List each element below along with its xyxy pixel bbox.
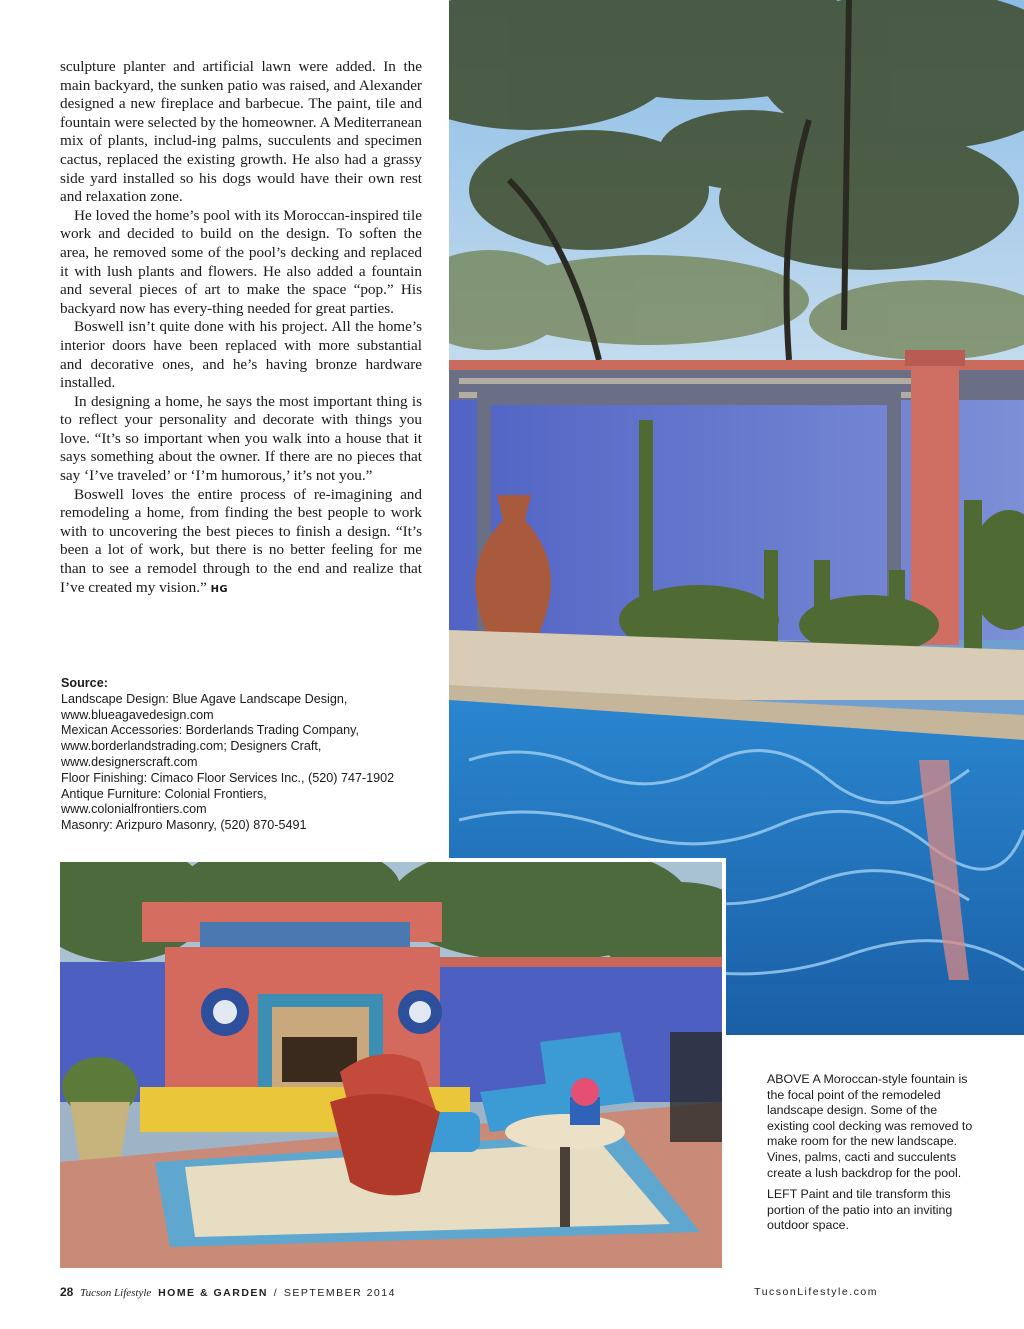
article-paragraph-3: Boswell isn’t quite done with his project. All the home’s interior doors have been replaced with more substantial and decorative ones, and he’s having bronze hardware installed. [60, 318, 422, 392]
source-credits [61, 676, 431, 834]
magazine-name: Tucson Lifestyle [80, 1287, 152, 1299]
folio-separator: / [273, 1287, 279, 1299]
footer-folio [60, 1285, 396, 1299]
source-line: Landscape Design: Blue Agave Landscape Design, [61, 691, 348, 706]
article-body [60, 58, 422, 599]
source-line: Masonry: Arizpuro Masonry, (520) 870-5491 [61, 818, 307, 833]
end-mark: HG [210, 583, 229, 595]
article-paragraph-1: sculpture planter and artificial lawn were added. In the main backyard, the sunken patio was raised, and Alexander designed a new fireplace and barbecue. The paint, tile and fountain were selected by the homeowner. A Mediterranean mix of plants, includ-ing palms, succulents and specimen cactus, replaced the existing growth. He also had a grassy side yard installed so his dogs would have their own rest and relaxation zone. [60, 58, 422, 206]
caption-left: LEFT Paint and tile transform this portion of the patio into an inviting outdoor space. [767, 1187, 953, 1233]
caption-above: ABOVE A Moroccan-style fountain is the focal point of the remodeled landscape design. Some of the existing cool decking was removed to make room for the new landscape. Vines, palms, cacti and succulents create a lush backdrop for the pool. [767, 1072, 973, 1180]
source-line: www.colonialfrontiers.com [61, 802, 207, 817]
source-line: Antique Furniture: Colonial Frontiers, [61, 786, 267, 801]
source-line: www.blueagavedesign.com [61, 707, 214, 722]
article-paragraph-5-text: Boswell loves the entire process of re-imagining and remodeling a home, from finding the best people to work with to uncovering the best pieces to finish a design. “It’s been a lot of work, but there is no better feeling for me than to see a remodel through to the end and realize that I’ve created my vision.” [60, 485, 422, 596]
article-paragraph-5 [60, 486, 422, 600]
patio-photo [60, 862, 722, 1268]
source-line: www.borderlandstrading.com; Designers Craft, [61, 739, 322, 754]
patio-photo-illustration [60, 862, 722, 1268]
source-line: Mexican Accessories: Borderlands Trading Company, [61, 723, 359, 738]
article-paragraph-2: He loved the home’s pool with its Moroccan-inspired tile work and decided to build on the design. To soften the area, he removed some of the pool’s decking and replaced it with lush plants and flowers. He also added a fountain and several pieces of art to make the space “pop.” His backyard now has every-thing needed for great parties. [60, 206, 422, 317]
page-number: 28 [60, 1285, 74, 1299]
issue-date: SEPTEMBER 2014 [283, 1287, 396, 1299]
section-name: HOME & GARDEN [158, 1287, 268, 1299]
source-line: www.designerscraft.com [61, 754, 198, 769]
photo-caption [767, 1072, 977, 1240]
source-heading: Source: [61, 676, 108, 690]
article-paragraph-4: In designing a home, he says the most important thing is to reflect your personality and decorate with things you love. “It’s so important when you walk into a house that it says something about the owner. If there are no pieces that say ‘I’ve traveled’ or ‘I’m humorous,’ it’s not you.” [60, 392, 422, 485]
source-line: Floor Finishing: Cimaco Floor Services Inc., (520) 747-1902 [61, 770, 395, 785]
website-url: TucsonLifestyle.com [754, 1286, 878, 1298]
